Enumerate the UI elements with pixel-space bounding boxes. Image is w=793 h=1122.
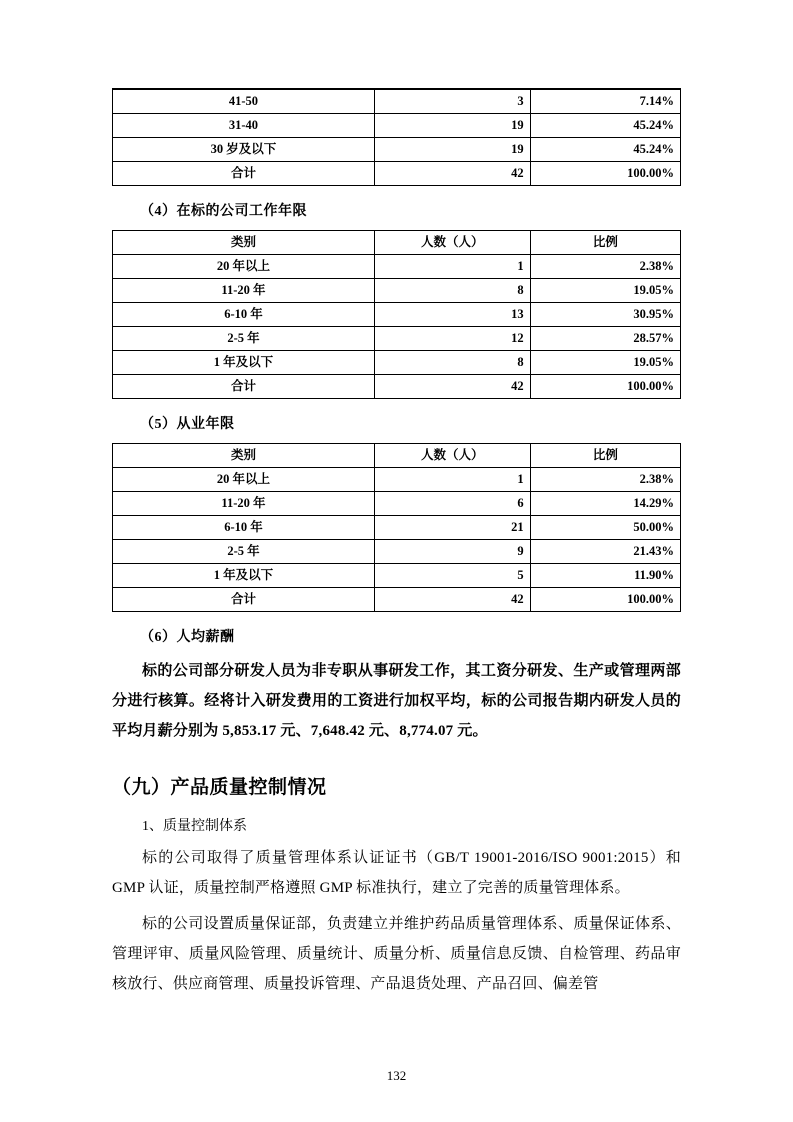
cell-ratio: 21.43% [530, 540, 680, 564]
cell-count: 1 [374, 468, 530, 492]
header-count: 人数（人） [374, 231, 530, 255]
age-distribution-table-continued [112, 90, 681, 186]
cell-category: 1 年及以下 [113, 351, 375, 375]
table-row [113, 279, 681, 303]
cell-ratio: 19.05% [530, 279, 680, 303]
total-working-years-table [112, 443, 681, 612]
cell-category: 2-5 年 [113, 327, 375, 351]
cell-count: 19 [374, 114, 530, 138]
table-row [113, 303, 681, 327]
heading-section-nine: （九）产品质量控制情况 [112, 776, 327, 798]
cell-category: 2-5 年 [113, 540, 375, 564]
table-row [113, 468, 681, 492]
cell-ratio: 11.90% [530, 564, 680, 588]
heading-section-4: （4）在标的公司工作年限 [140, 204, 307, 219]
cell-ratio: 19.05% [530, 351, 680, 375]
cell-category: 20 年以上 [113, 468, 375, 492]
header-category: 类别 [113, 444, 375, 468]
table-row [113, 588, 681, 612]
cell-count: 42 [374, 375, 530, 399]
table-row [113, 540, 681, 564]
cell-count: 8 [374, 279, 530, 303]
cell-count: 1 [374, 255, 530, 279]
paragraph-quality-system-2: 标的公司设置质量保证部，负责建立并维护药品质量管理体系、质量保证体系、管理评审、质量风险管理、质量统计、质量分析、质量信息反馈、自检管理、药品审核放行、供应商管理、质量投诉管理、产品退货处理、产品召回、偏差管 [112, 916, 681, 992]
cell-category: 合计 [113, 375, 375, 399]
cell-count: 8 [374, 351, 530, 375]
cell-ratio: 28.57% [530, 327, 680, 351]
paragraph-average-salary: 标的公司部分研发人员为非专职从事研发工作，其工资分研发、生产或管理两部分进行核算。经将计入研发费用的工资进行加权平均，标的公司报告期内研发人员的平均月薪分别为 5,853.17 元、7,648.42 元、8,774.07 元。 [112, 663, 681, 739]
header-ratio: 比例 [530, 231, 680, 255]
header-ratio: 比例 [530, 444, 680, 468]
cell-count: 21 [374, 516, 530, 540]
years-at-target-company-table [112, 230, 681, 399]
cell-ratio: 45.24% [530, 138, 680, 162]
cell-category: 11-20 年 [113, 279, 375, 303]
cell-count: 13 [374, 303, 530, 327]
cell-ratio: 2.38% [530, 255, 680, 279]
cell-count: 6 [374, 492, 530, 516]
cell-count: 5 [374, 564, 530, 588]
cell-category: 30 岁及以下 [113, 138, 375, 162]
heading-item-1: 1、质量控制体系 [142, 819, 247, 834]
cell-count: 42 [374, 588, 530, 612]
table-row [113, 90, 681, 114]
cell-ratio: 45.24% [530, 114, 680, 138]
table-header-row [113, 444, 681, 468]
cell-category: 6-10 年 [113, 516, 375, 540]
paragraph-quality-system-1: 标的公司取得了质量管理体系认证证书（GB/T 19001-2016/ISO 9001:2015）和 GMP 认证，质量控制严格遵照 GMP 标准执行，建立了完善的质量管理体系。 [112, 850, 681, 896]
table-row [113, 255, 681, 279]
cell-count: 3 [374, 90, 530, 114]
cell-ratio: 2.38% [530, 468, 680, 492]
header-count: 人数（人） [374, 444, 530, 468]
cell-category: 41-50 [113, 90, 375, 114]
heading-section-5: （5）从业年限 [140, 417, 235, 432]
cell-ratio: 100.00% [530, 162, 680, 186]
header-category: 类别 [113, 231, 375, 255]
cell-ratio: 100.00% [530, 375, 680, 399]
cell-category: 1 年及以下 [113, 564, 375, 588]
cell-category: 合计 [113, 588, 375, 612]
cell-ratio: 100.00% [530, 588, 680, 612]
table-row [113, 327, 681, 351]
heading-section-6: （6）人均薪酬 [140, 630, 235, 645]
cell-count: 42 [374, 162, 530, 186]
table-row [113, 138, 681, 162]
cell-category: 6-10 年 [113, 303, 375, 327]
cell-count: 19 [374, 138, 530, 162]
cell-count: 12 [374, 327, 530, 351]
table-row [113, 516, 681, 540]
cell-category: 31-40 [113, 114, 375, 138]
cell-ratio: 7.14% [530, 90, 680, 114]
cell-category: 20 年以上 [113, 255, 375, 279]
cell-count: 9 [374, 540, 530, 564]
table-header-row [113, 231, 681, 255]
page-number: 132 [386, 1068, 407, 1083]
table-row [113, 492, 681, 516]
cell-ratio: 30.95% [530, 303, 680, 327]
table-row [113, 375, 681, 399]
table-row [113, 114, 681, 138]
table-row [113, 162, 681, 186]
cell-category: 合计 [113, 162, 375, 186]
cell-ratio: 50.00% [530, 516, 680, 540]
cell-ratio: 14.29% [530, 492, 680, 516]
table-row [113, 564, 681, 588]
table-row [113, 351, 681, 375]
cell-category: 11-20 年 [113, 492, 375, 516]
